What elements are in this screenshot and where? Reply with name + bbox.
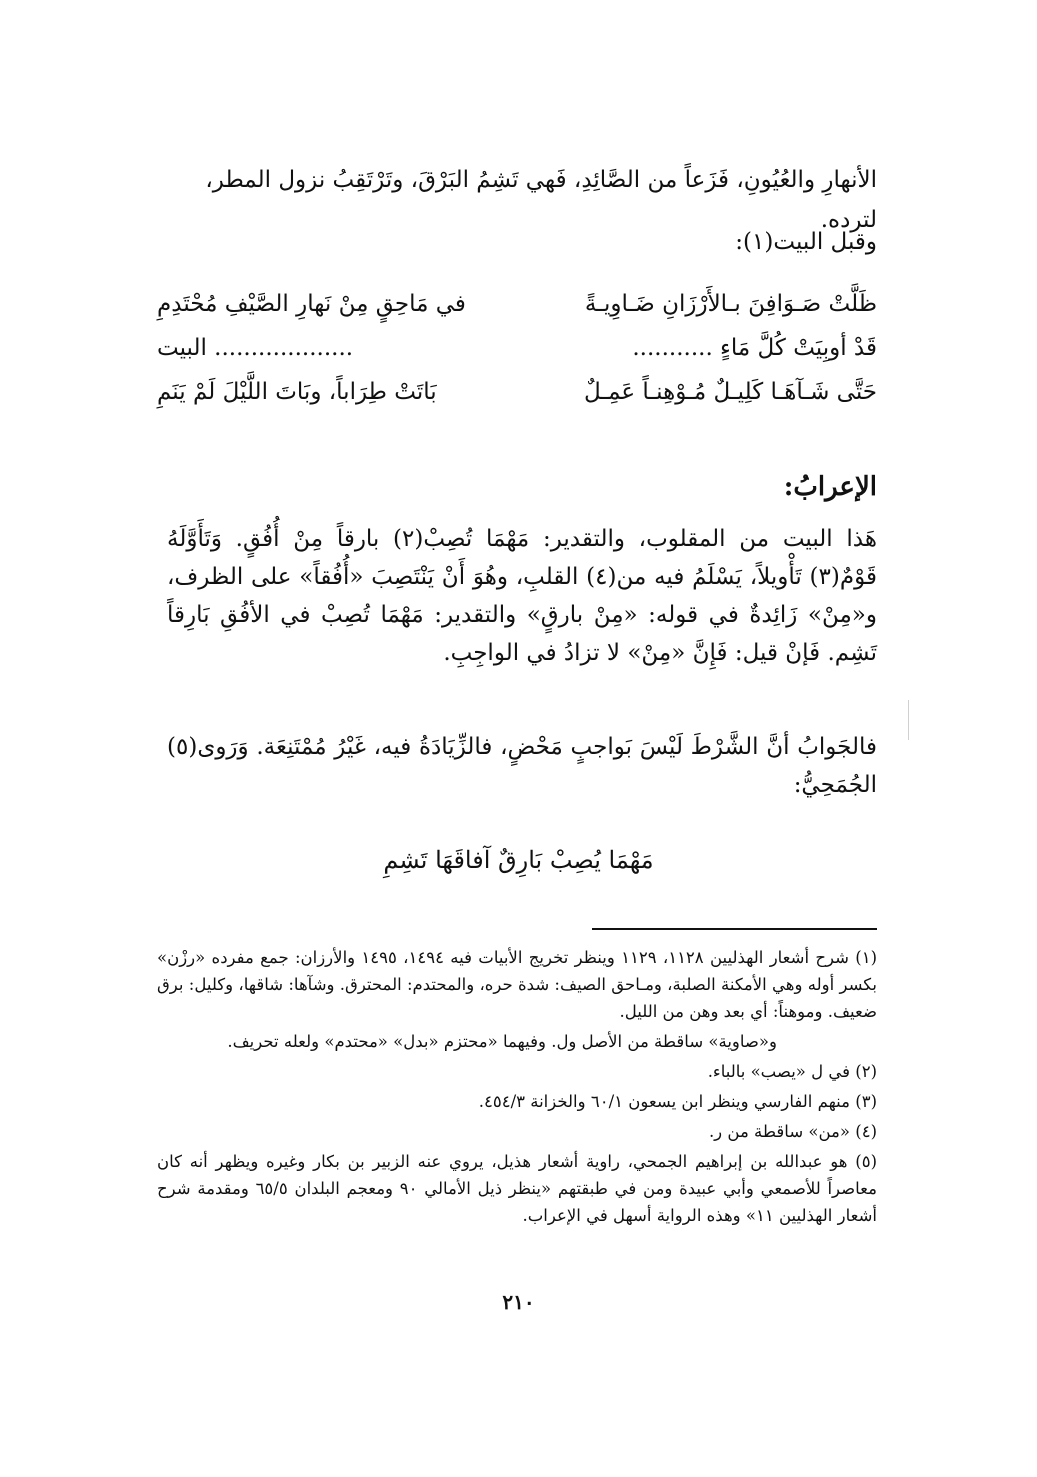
footnote: و«صاوية» ساقطة من الأصل ول. وفيهما «محتزم «بدل» «محتدم» ولعله تحريف. xyxy=(227,1032,777,1051)
grammar-paragraph: هَذا البيت من المقلوب، والتقدير: مَهْمَا تُصِبْ(٢) بارقاً مِنْ أُفُقٍ. وَتَأَوَّلَهُ قَوْمٌ(٣) تَأْويلاً، يَسْلَمُ فيه من(٤) القلبِ، وهُوَ أَنْ يَنْتَصِبَ «أُفُقاً» على الظرف، و«مِنْ» زَائِدةٌ في قوله: «مِنْ بارقٍ» والتقدير: مَهْمَا تُصِبْ في الأفُقِ بَارِقاً تَشِم. فَإنْ قيل: فَإِنَّ «مِنْ» لا تزادُ في الواجِبِ. xyxy=(167,526,877,666)
footnotes xyxy=(157,944,877,1232)
footnote: (٣) منهم الفارسي وينظر ابن يسعون ٦٠/١ والخزانة ٤٥٤/٣. xyxy=(478,1092,877,1111)
footnote: (٢) في ل «يصب» بالباء. xyxy=(707,1062,877,1081)
poem-line xyxy=(157,326,877,370)
poem-line xyxy=(157,282,877,326)
verse-intro: وقبل البيت(١): xyxy=(735,229,877,255)
footnote-separator xyxy=(592,928,877,930)
footnote: (٥) هو عبدالله بن إبراهيم الجمحي، راوية أشعار هذيل، يروي عنه الزبير بن بكار وغيره ويظهر أنه كان معاصراً للأصمعي وأبي عبيدة ومن في طبقتهم «ينظر ذيل الأمالي ٩٠ ومعجم البلدان ٦٥/٥ ومقدمة شرح أشعار الهذليين ١١» وهذه الرواية أسهل في الإعراب. xyxy=(157,1152,877,1225)
poem-block xyxy=(157,282,877,414)
paragraph-continuation: الأنهارِ والعُيُونِ، فَزَعاً من الصَّائِدِ، فَهي تَشِمُ البَرْقَ، وتَرْتَقِبُ نزول المطر، لترده. xyxy=(205,167,877,233)
poem-line xyxy=(157,370,877,414)
poem-second-hemistich: في مَاحِقٍ مِنْ نَهارِ الصَّيْفِ مُحْتَدِمِ xyxy=(157,291,466,317)
section-heading: الإعرابُ: xyxy=(783,472,877,502)
footnote: (١) شرح أشعار الهذليين ١١٢٨، ١١٢٩ وينظر تخريج الأبيات فيه ١٤٩٤، ١٤٩٥ والأرزان: جمع مفرده «رزْن» بكسر أوله وهي الأمكنة الصلبة، ومـاحق الصيف: شدة حره، والمحتدم: المحترق. وشآها: شاقها، وكليل: برق ضعيف. وموهناً: أي بعد وهن من الليل. xyxy=(157,948,877,1021)
margin-mark xyxy=(908,700,909,740)
quoted-verse: مَهْمَا يُصِبْ بَارِقٌ آفاقَهَا تَشِمِ xyxy=(383,846,654,874)
page-number: ٢١٠ xyxy=(502,1290,535,1314)
poem-second-hemistich: ................... البيت xyxy=(157,335,354,361)
poem-second-hemistich: بَاتَتْ طِرَاباً، وبَاتَ اللَّيْلَ لَمْ يَنَمِ xyxy=(157,379,437,405)
answer-paragraph: فالجَوابُ أنَّ الشَّرْطَ لَيْسَ بَواجبٍ مَحْضٍ، فالزِّيَادَةُ فيه، غَيْرُ مُمْتَنِعَة. وَرَوى(٥) الجُمَحِيُّ: xyxy=(167,734,877,798)
footnote: (٤) «من» ساقطة من ر. xyxy=(708,1122,877,1141)
poem-first-hemistich: حَتَّى شَـآهَـا كَلِيـلٌ مُـوْهِنـاً عَمِـلٌ xyxy=(583,379,877,405)
poem-first-hemistich: قَدْ أوبِيَتْ كُلَّ مَاءٍ ........... xyxy=(632,335,877,361)
poem-first-hemistich: ظَلَّتْ صَـوَافِنَ بـالأَرْزَانِ ضَـاوِيـةً xyxy=(584,291,877,317)
